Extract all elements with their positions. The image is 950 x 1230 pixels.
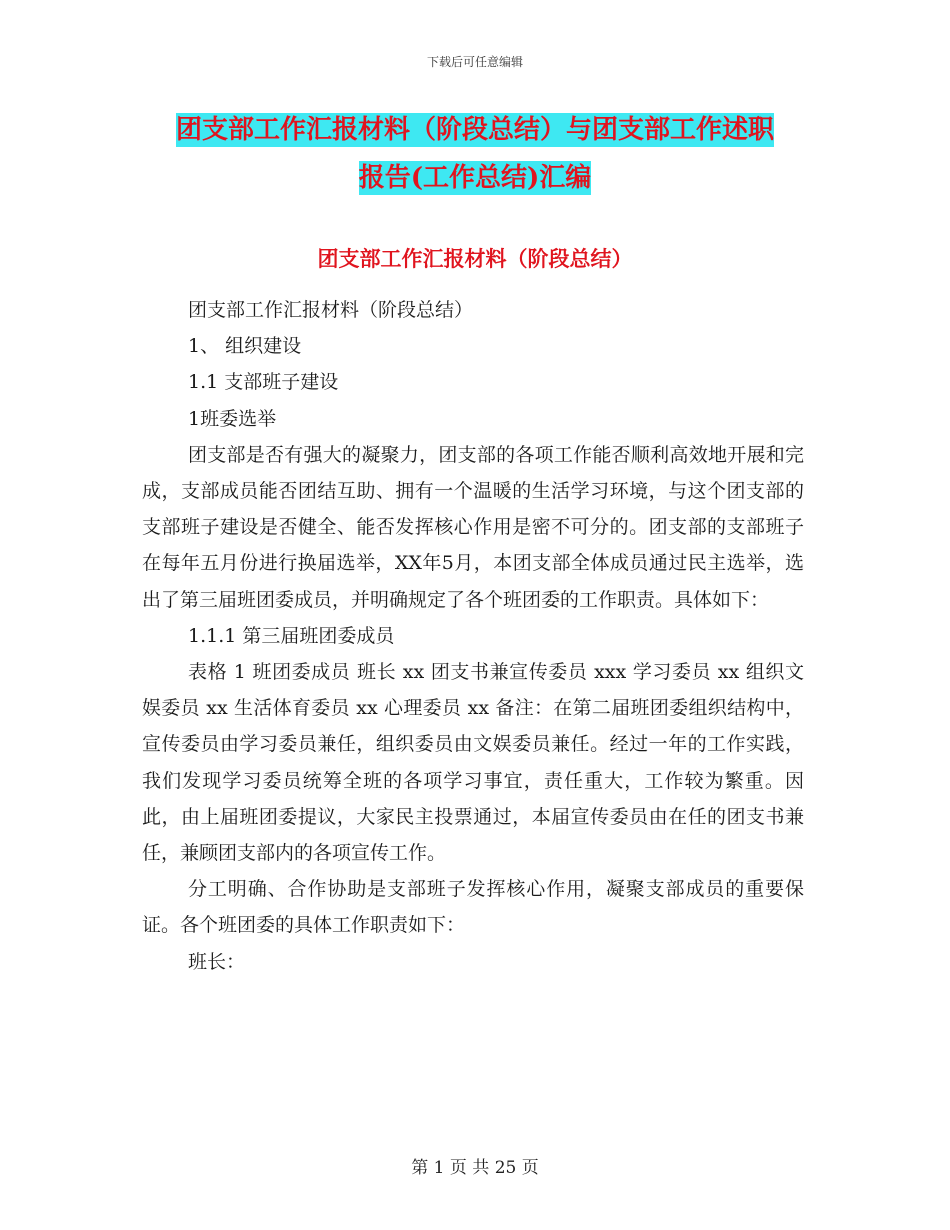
paragraph-election-body: 团支部是否有强大的凝聚力，团支部的各项工作能否顺利高效地开展和完成，支部成员能否团结互助、拥有一个温暖的生活学习环境，与这个团支部的支部班子建设是否健全、能否发挥核心作用是密不可分的。团支部的支部班子在每年五月份进行换届选举，XX年5月，本团支部全体成员通过民主选举，选出了第三届班团委成员，并明确规定了各个班团委的工作职责。具体如下： [142,443,804,611]
paragraph-division-of-labor: 分工明确、合作协助是支部班子发挥核心作用，凝聚支部成员的重要保证。各个班团委的具体工作职责如下： [142,878,804,937]
document-body [142,292,804,980]
document-title-line-2: 报告(工作总结)汇编 [358,163,592,193]
paragraph-committee-table: 表格 1 班团委成员 班长 xx 团支书兼宣传委员 xxx 学习委员 xx 组织文娱委员 xx 生活体育委员 xx 心理委员 xx 备注：在第二届班团委组织结构中，宣传委员由学习委员兼任，组织委员由文娱委员兼任。经过一年的工作实践，我们发现学习委员统筹全班的各项学习事宜，责任重大，工作较为繁重。因此，由上届班团委提议，大家民主投票通过，本届宣传委员由在任的团支书兼任，兼顾团支部内的各项宣传工作。 [142,661,804,865]
document-title-line-1: 团支部工作汇报材料（阶段总结）与团支部工作述职 [175,115,774,145]
paragraph-monitor-label: 班长： [188,950,246,973]
section-title: 团支部工作汇报材料（阶段总结） [317,246,633,271]
paragraph-heading-organization: 1、 组织建设 [188,335,302,358]
document-title [140,106,810,202]
paragraph-heading-committee-members: 1.1.1 第三届班团委成员 [188,624,395,647]
paragraph-subtitle: 团支部工作汇报材料（阶段总结） [188,299,474,321]
page-number-footer: 第 1 页 共 25 页 [411,1158,539,1178]
paragraph-heading-branch-team: 1.1 支部班子建设 [188,371,339,394]
paragraph-heading-election: 1班委选举 [188,407,277,430]
header-note: 下载后可任意编辑 [426,55,523,69]
